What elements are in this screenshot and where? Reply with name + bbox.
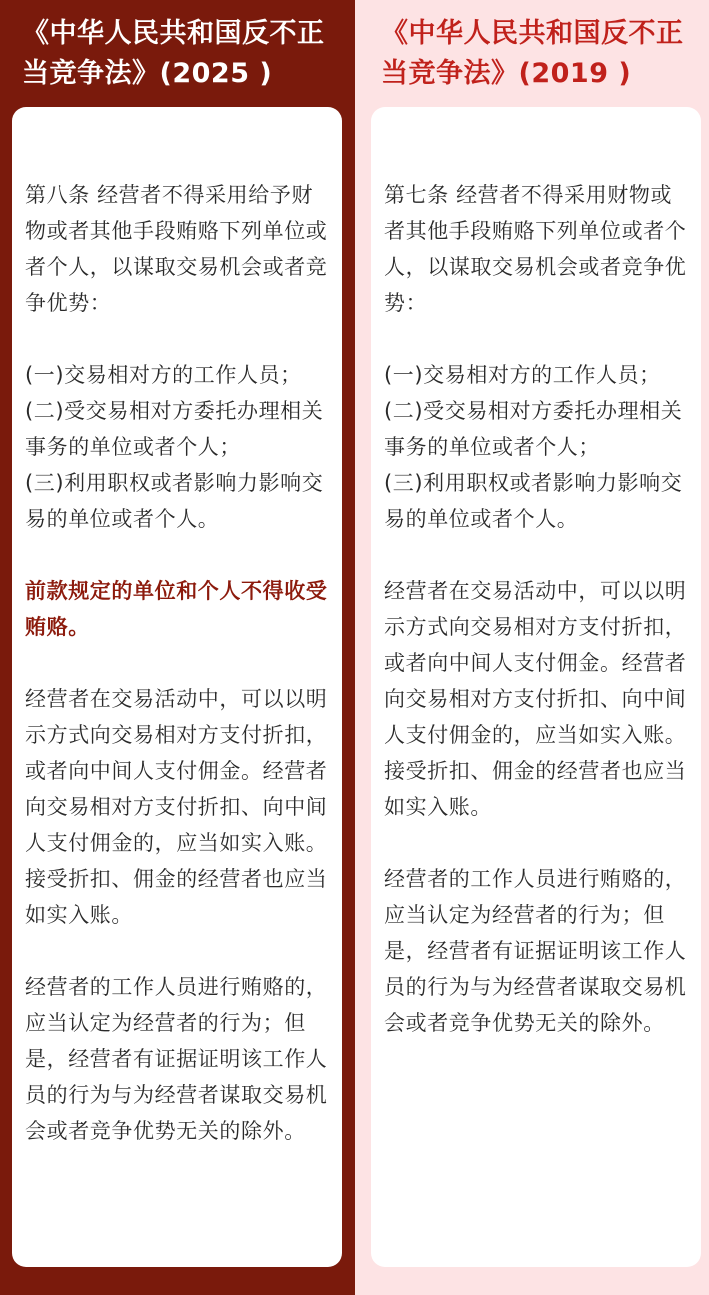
discount-paragraph: 经营者在交易活动中，可以以明示方式向交易相对方支付折扣，或者向中间人支付佣金。经营者向交易相对方支付折扣、向中间人支付佣金的，应当如实入账。接受折扣、佣金的经营者也应当如实入账。 xyxy=(384,579,687,819)
list-item-1: (一)交易相对方的工作人员； xyxy=(25,363,302,387)
header-title-2025 xyxy=(22,14,347,94)
list-item-3: (三)利用职权或者影响力影响交易的单位或者个人。 xyxy=(384,471,683,531)
header-title-2019 xyxy=(381,14,706,94)
article-intro: 第七条 经营者不得采用财物或者其他手段贿赂下列单位或者个人，以谋取交易机会或者竞争优势： xyxy=(384,183,687,315)
text-card-2019 xyxy=(371,107,701,1267)
card-body xyxy=(384,177,689,1041)
article-intro: 第八条 经营者不得采用给予财物或者其他手段贿赂下列单位或者个人，以谋取交易机会或者竞争优势： xyxy=(25,183,328,315)
list-item-3: (三)利用职权或者影响力影响交易的单位或者个人。 xyxy=(25,471,324,531)
text-card-2025 xyxy=(12,107,342,1267)
highlight-clause: 前款规定的单位和个人不得收受贿赂。 xyxy=(25,579,328,639)
title-line-2: 当竞争法》(2019 ) xyxy=(381,58,632,89)
title-line-1: 《中华人民共和国反不正 xyxy=(22,18,325,49)
column-2019 xyxy=(355,0,709,1295)
card-body xyxy=(25,177,330,1149)
staff-paragraph: 经营者的工作人员进行贿赂的，应当认定为经营者的行为；但是，经营者有证据证明该工作人员的行为与为经营者谋取交易机会或者竞争优势无关的除外。 xyxy=(384,867,687,1035)
staff-paragraph: 经营者的工作人员进行贿赂的，应当认定为经营者的行为；但是，经营者有证据证明该工作人员的行为与为经营者谋取交易机会或者竞争优势无关的除外。 xyxy=(25,975,328,1143)
title-line-1: 《中华人民共和国反不正 xyxy=(381,18,684,49)
list-item-2: (二)受交易相对方委托办理相关事务的单位或者个人； xyxy=(25,399,324,459)
list-item-1: (一)交易相对方的工作人员； xyxy=(384,363,661,387)
title-line-2: 当竞争法》(2025 ) xyxy=(22,58,273,89)
list-item-2: (二)受交易相对方委托办理相关事务的单位或者个人； xyxy=(384,399,683,459)
discount-paragraph: 经营者在交易活动中，可以以明示方式向交易相对方支付折扣，或者向中间人支付佣金。经营者向交易相对方支付折扣、向中间人支付佣金的，应当如实入账。接受折扣、佣金的经营者也应当如实入账。 xyxy=(25,687,328,927)
